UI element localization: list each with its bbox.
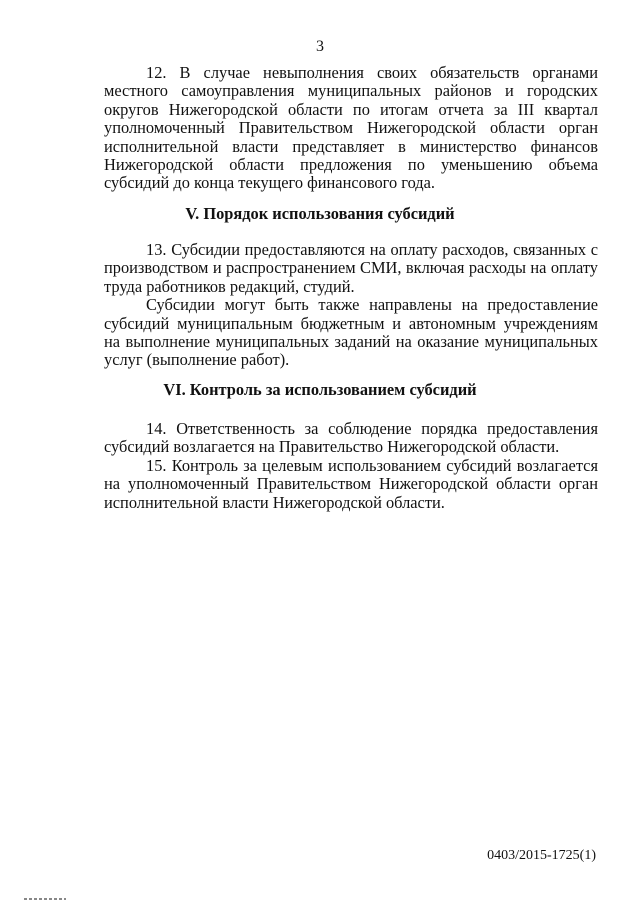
paragraph-13: 13. Субсидии предоставляются на оплату расходов, связанных с производством и распространением СМИ, включая расходы на оплату труда работников редакций, студий. — [104, 240, 598, 296]
section-4-text — [104, 64, 598, 193]
page-number: 3 — [316, 38, 324, 55]
section-5-heading: V. Порядок использования субсидий — [185, 204, 455, 223]
paragraph-15: 15. Контроль за целевым использованием субсидий возлагается на уполномоченный Правительством Нижегородской области орган исполнительной власти Нижегородской области. — [104, 455, 598, 512]
paragraph-12: 12. В случае невыполнения своих обязательств органами местного самоуправления муниципальных районов и городских округов Нижегородской области по итогам отчета за III квартал уполномоченный Правительством Нижегородской области орган исполнительной власти представляет в министерство финансов Нижегородской области предложения по уменьшению объема субсидий до конца текущего финансового года. — [104, 63, 598, 193]
section-6-heading: VI. Контроль за использованием субсидий — [163, 380, 477, 399]
paragraph-13-continued: Субсидии могут быть также направлены на предоставление субсидий муниципальным бюджетным и автономным учреждениям на выполнение муниципальных заданий на оказание муниципальных услуг (выполнение работ). — [104, 295, 598, 370]
paragraph-14: 14. Ответственность за соблюдение порядка предоставления субсидий возлагается на Правительство Нижегородской области. — [104, 419, 598, 457]
scan-mark — [24, 898, 66, 900]
section-5-text — [104, 241, 598, 370]
section-6-text — [104, 420, 598, 512]
document-code: 0403/2015-1725(1) — [487, 848, 596, 863]
